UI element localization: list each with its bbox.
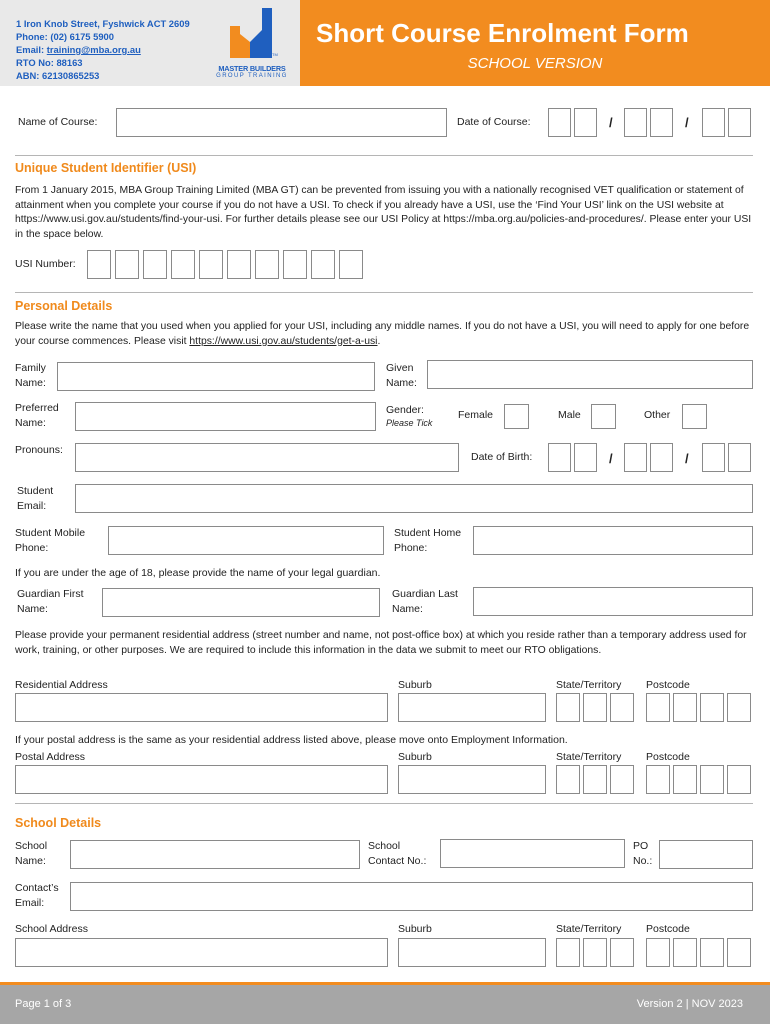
usi-digit-1[interactable] <box>87 250 111 279</box>
student-mobile-field[interactable] <box>108 526 384 555</box>
contact-email-field[interactable] <box>70 882 753 911</box>
school-postcode-label: Postcode <box>646 923 690 935</box>
personal-description <box>15 320 753 349</box>
postal-postcode-box-1[interactable] <box>646 765 670 794</box>
contact-email-label-1: Contact’s <box>15 882 59 894</box>
guardian-note: If you are under the age of 18, please provide the name of your legal guardian. <box>15 567 381 579</box>
guardian-first-field[interactable] <box>102 588 380 617</box>
mba-logo <box>212 4 292 82</box>
school-contact-label-2: Contact No.: <box>368 855 427 867</box>
postal-suburb-field[interactable] <box>398 765 546 794</box>
usi-digit-9[interactable] <box>311 250 335 279</box>
section-divider <box>15 155 753 156</box>
contact-email-label-2: Email: <box>15 897 45 909</box>
residential-postcode-label: Postcode <box>646 679 690 691</box>
logo-text-line2: GROUP TRAINING <box>216 73 288 79</box>
guardian-last-label-1: Guardian Last <box>392 588 458 600</box>
residential-postcode-box-3[interactable] <box>700 693 724 722</box>
preferred-name-label-2: Name: <box>15 417 46 429</box>
postal-postcode-box-3[interactable] <box>700 765 724 794</box>
address-note: Please provide your permanent residential address (street number and name, not post-office box) at which you reside rather than a temporary address used for work, training, or other purposes. We are required to include this information in the data we submit to meet our RTO obligations. <box>15 630 747 656</box>
postal-postcode-box-4[interactable] <box>727 765 751 794</box>
residential-state-box-1[interactable] <box>556 693 580 722</box>
gender-male-label: Male <box>558 409 581 421</box>
usi-section-title: Unique Student Identifier (USI) <box>15 161 197 175</box>
gender-other-label: Other <box>644 409 671 421</box>
get-usi-link[interactable]: https://www.usi.gov.au/students/get-a-usi <box>189 335 378 347</box>
school-postcode-box-3[interactable] <box>700 938 724 967</box>
family-name-label-2: Name: <box>15 377 46 389</box>
school-postcode-box-1[interactable] <box>646 938 670 967</box>
usi-digit-4[interactable] <box>171 250 195 279</box>
student-home-label-1: Student Home <box>394 527 462 539</box>
residential-postcode-box-2[interactable] <box>673 693 697 722</box>
course-date-month-2[interactable] <box>650 108 673 137</box>
school-po-label-2: No.: <box>633 855 653 867</box>
usi-digit-7[interactable] <box>255 250 279 279</box>
school-contact-label-1: School <box>368 840 401 852</box>
guardian-first-label-1: Guardian First <box>17 588 84 600</box>
usi-description: From 1 January 2015, MBA Group Training Limited (MBA GT) can be prevented from issuing you with a nationally recognised VET qualification or statement of attainment when you complete your course if you do not have a USI. To check if you already have a USI, use the ‘Find Your USI’ link on the USI website at https://www.usi.gov.au/students/find-your-usi. For further details please see our USI Policy at https://mba.org.au/policies-and-procedures/. Please enter your USI in the space below. <box>15 185 752 240</box>
school-suburb-label: Suburb <box>398 923 432 935</box>
dob-year-2[interactable] <box>728 443 751 472</box>
course-name-field[interactable] <box>116 108 447 137</box>
residential-address-field[interactable] <box>15 693 388 722</box>
school-po-label-1: PO <box>633 840 649 852</box>
personal-section-title: Personal Details <box>15 299 113 313</box>
school-name-field[interactable] <box>70 840 360 869</box>
form-subtitle: SCHOOL VERSION <box>467 55 603 72</box>
usi-digit-6[interactable] <box>227 250 251 279</box>
given-name-label-2: Name: <box>386 377 417 389</box>
dob-day-1[interactable] <box>548 443 571 472</box>
please-tick-hint: Please Tick <box>386 418 433 428</box>
preferred-name-label-1: Preferred <box>15 402 59 414</box>
school-state-box-2[interactable] <box>583 938 607 967</box>
student-mobile-label-1: Student Mobile <box>15 527 86 539</box>
student-email-field[interactable] <box>75 484 753 513</box>
school-state-box-3[interactable] <box>610 938 634 967</box>
student-home-field[interactable] <box>473 526 753 555</box>
header-abn: ABN: 62130865253 <box>16 70 100 81</box>
residential-postcode-box-1[interactable] <box>646 693 670 722</box>
residential-state-box-3[interactable] <box>610 693 634 722</box>
school-name-label-1: School <box>15 840 48 852</box>
residential-suburb-field[interactable] <box>398 693 546 722</box>
given-name-label-1: Given <box>386 362 414 374</box>
logo-tm: TM <box>272 52 278 57</box>
dob-month-1[interactable] <box>624 443 647 472</box>
header-address: 1 Iron Knob Street, Fyshwick ACT 2609 <box>16 18 190 29</box>
personal-description-end: . <box>377 335 381 347</box>
postal-state-box-2[interactable] <box>583 765 607 794</box>
form-title: Short Course Enrolment Form <box>316 18 689 48</box>
usi-digit-8[interactable] <box>283 250 307 279</box>
mba-logo-mark <box>212 4 292 64</box>
pronouns-label: Pronouns: <box>15 444 63 456</box>
course-date-day-1[interactable] <box>548 108 571 137</box>
school-contact-field[interactable] <box>440 839 625 868</box>
dob-day-2[interactable] <box>574 443 597 472</box>
logo-text-line1: MASTER BUILDERS <box>218 64 286 73</box>
usi-digit-2[interactable] <box>115 250 139 279</box>
course-date-slash-2: / <box>685 115 689 130</box>
guardian-last-field[interactable] <box>473 587 753 616</box>
family-name-field[interactable] <box>57 362 375 391</box>
school-section-title: School Details <box>15 816 102 830</box>
residential-postcode-box-4[interactable] <box>727 693 751 722</box>
given-name-field[interactable] <box>427 360 753 389</box>
dob-year-1[interactable] <box>702 443 725 472</box>
dob-month-2[interactable] <box>650 443 673 472</box>
gender-female-label: Female <box>458 409 494 421</box>
postal-suburb-label: Suburb <box>398 751 432 763</box>
postal-state-box-3[interactable] <box>610 765 634 794</box>
school-po-field[interactable] <box>659 840 753 869</box>
header-email-row <box>16 43 141 56</box>
student-mobile-label-2: Phone: <box>15 542 49 554</box>
postal-address-field[interactable] <box>15 765 388 794</box>
gender-other-checkbox[interactable] <box>682 404 707 429</box>
school-name-label-2: Name: <box>15 855 46 867</box>
school-address-label: School Address <box>15 923 88 935</box>
dob-slash-2: / <box>685 451 689 466</box>
student-home-label-2: Phone: <box>394 542 428 554</box>
header-phone: Phone: (02) 6175 5900 <box>16 31 114 42</box>
course-date-year-2[interactable] <box>728 108 751 137</box>
course-date-label: Date of Course: <box>457 116 531 128</box>
course-date-day-2[interactable] <box>574 108 597 137</box>
guardian-first-label-2: Name: <box>17 603 48 615</box>
postal-state-box-1[interactable] <box>556 765 580 794</box>
header-email-link[interactable]: training@mba.org.au <box>46 44 141 55</box>
student-email-label-1: Student <box>17 485 54 497</box>
usi-digit-5[interactable] <box>199 250 223 279</box>
course-name-label: Name of Course: <box>18 116 98 128</box>
section-divider <box>15 803 753 804</box>
school-state-box-1[interactable] <box>556 938 580 967</box>
dob-label: Date of Birth: <box>471 451 533 463</box>
residential-state-box-2[interactable] <box>583 693 607 722</box>
usi-number-label: USI Number: <box>15 258 76 270</box>
gender-label: Gender: <box>386 404 424 416</box>
section-divider <box>15 292 753 293</box>
gender-male-checkbox[interactable] <box>591 404 616 429</box>
header-rto: RTO No: 88163 <box>16 57 83 68</box>
pronouns-field[interactable] <box>75 443 459 472</box>
postal-postcode-box-2[interactable] <box>673 765 697 794</box>
gender-female-checkbox[interactable] <box>504 404 529 429</box>
course-date-year-1[interactable] <box>702 108 725 137</box>
usi-digit-3[interactable] <box>143 250 167 279</box>
course-date-month-1[interactable] <box>624 108 647 137</box>
student-email-label-2: Email: <box>17 500 47 512</box>
postal-state-label: State/Territory <box>556 751 622 763</box>
personal-description-text: Please write the name that you used when you applied for your USI, including any middle names. If you do not have a USI, you will need to apply for one before your course commences. Please visit <box>15 321 750 347</box>
family-name-label-1: Family <box>15 362 46 374</box>
dob-slash-1: / <box>609 451 613 466</box>
school-postcode-box-4[interactable] <box>727 938 751 967</box>
footer-version: Version 2 | NOV 2023 <box>636 998 743 1010</box>
usi-digit-10[interactable] <box>339 250 363 279</box>
school-suburb-field[interactable] <box>398 938 546 967</box>
preferred-name-field[interactable] <box>75 402 376 431</box>
residential-suburb-label: Suburb <box>398 679 432 691</box>
school-postcode-box-2[interactable] <box>673 938 697 967</box>
postal-address-label: Postal Address <box>15 751 86 763</box>
residential-address-label: Residential Address <box>15 679 108 691</box>
guardian-last-label-2: Name: <box>392 603 423 615</box>
postal-postcode-label: Postcode <box>646 751 690 763</box>
school-address-field[interactable] <box>15 938 388 967</box>
school-state-label: State/Territory <box>556 923 622 935</box>
footer-page-number: Page 1 of 3 <box>15 998 72 1010</box>
residential-state-label: State/Territory <box>556 679 622 691</box>
header-email-label: Email: <box>16 44 47 55</box>
postal-note: If your postal address is the same as your residential address listed above, please move onto Employment Information. <box>15 734 568 746</box>
course-date-slash-1: / <box>609 115 613 130</box>
